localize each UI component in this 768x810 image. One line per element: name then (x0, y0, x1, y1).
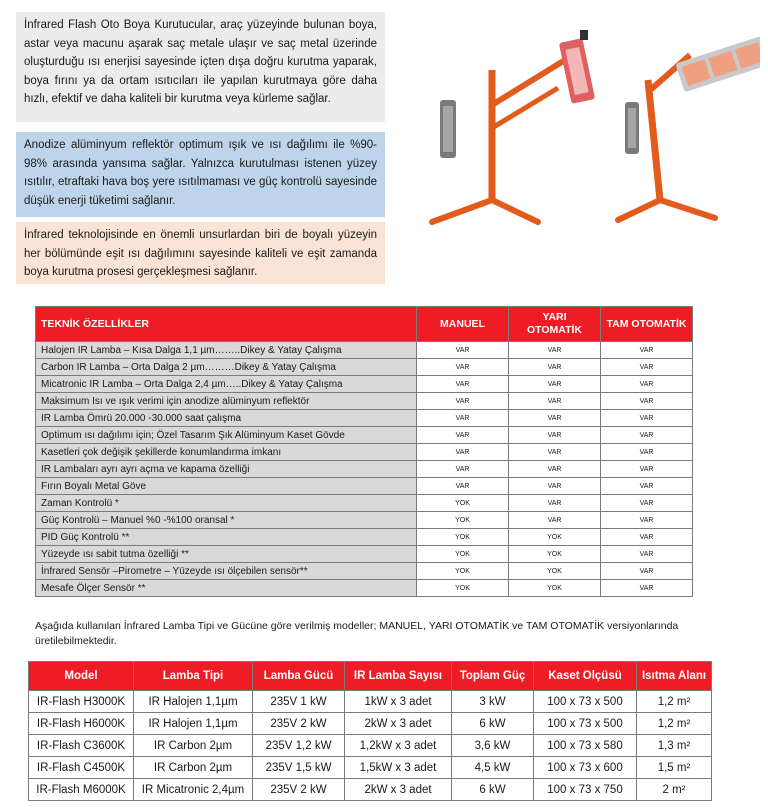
spec-row (36, 376, 693, 393)
spec-row (36, 546, 693, 563)
model-cell: 6 kW (452, 779, 534, 801)
spec-value-yari: VAR (509, 359, 601, 376)
spec-value-manuel: YOK (417, 529, 509, 546)
spec-value-manuel: VAR (417, 393, 509, 410)
model-cell: 100 x 73 x 750 (534, 779, 637, 801)
intro-paragraph-1: İnfrared Flash Oto Boya Kurutucular, araç yüzeyinde bulunan boya, astar veya macunu aşarak saç metale ulaşır ve saç metal üzerinde oluşturduğu ısı enerjisi sayesinde içten dışa doğru kurutma yaparak, boya fırını ya da ortam ısıtıcıları ile yapılan kurutmaya göre daha hızlı, efektif ve daha kaliteli bir kurutma veya kürleme sağlar. (16, 12, 385, 122)
spec-value-tam: VAR (601, 427, 693, 444)
model-cell: 3 kW (452, 691, 534, 713)
spec-row (36, 444, 693, 461)
model-cell: 100 x 73 x 500 (534, 691, 637, 713)
spec-value-tam: VAR (601, 410, 693, 427)
spec-feature-cell: Halojen IR Lamba – Kısa Dalga 1,1 µm……..Dikey & Yatay Çalışma (36, 342, 417, 359)
spec-row (36, 512, 693, 529)
model-cell: 3,6 kW (452, 735, 534, 757)
spec-value-tam: VAR (601, 495, 693, 512)
model-cell: IR-Flash C3600K (29, 735, 134, 757)
model-cell: 2 m² (637, 779, 712, 801)
model-cell: 6 kW (452, 713, 534, 735)
spec-row (36, 580, 693, 597)
model-cell: 4,5 kW (452, 757, 534, 779)
spec-feature-cell: Kasetleri çok değişik şekillerde konumlandırma imkanı (36, 444, 417, 461)
model-cell: IR Halojen 1,1µm (134, 713, 253, 735)
spec-row (36, 427, 693, 444)
spec-value-manuel: VAR (417, 410, 509, 427)
model-cell: 235V 1,5 kW (253, 757, 345, 779)
spec-value-tam: VAR (601, 376, 693, 393)
model-row (29, 713, 712, 735)
spec-row (36, 342, 693, 359)
spec-value-manuel: VAR (417, 461, 509, 478)
spec-value-tam: VAR (601, 342, 693, 359)
model-cell: 100 x 73 x 600 (534, 757, 637, 779)
spec-row (36, 495, 693, 512)
spec-row (36, 563, 693, 580)
spec-feature-cell: Güç Kontrolü – Manuel %0 -%100 oransal * (36, 512, 417, 529)
model-cell: IR Carbon 2µm (134, 757, 253, 779)
spec-value-yari: VAR (509, 410, 601, 427)
spec-header-row (36, 307, 693, 342)
spec-feature-cell: Fırın Boyalı Metal Göve (36, 478, 417, 495)
product-photos (420, 10, 760, 245)
spec-row (36, 461, 693, 478)
spec-value-yari: VAR (509, 444, 601, 461)
spec-value-yari: VAR (509, 393, 601, 410)
spec-value-tam: VAR (601, 580, 693, 597)
spec-value-manuel: YOK (417, 546, 509, 563)
spec-value-tam: VAR (601, 546, 693, 563)
model-row (29, 779, 712, 801)
models-header: Toplam Güç (452, 662, 534, 691)
model-row (29, 691, 712, 713)
spec-value-manuel: VAR (417, 478, 509, 495)
model-cell: 1,2 m² (637, 691, 712, 713)
spec-value-manuel: YOK (417, 512, 509, 529)
models-header: Kaset Olçüsü (534, 662, 637, 691)
models-header: Lamba Gücü (253, 662, 345, 691)
model-cell: IR Halojen 1,1µm (134, 691, 253, 713)
model-cell: 235V 1,2 kW (253, 735, 345, 757)
spec-value-manuel: YOK (417, 495, 509, 512)
model-row (29, 757, 712, 779)
technical-specs-table (35, 306, 693, 597)
spec-header-manuel: MANUEL (417, 307, 509, 342)
spec-row (36, 410, 693, 427)
spec-header-tam: TAM OTOMATİK (601, 307, 693, 342)
model-cell: 1,2kW x 3 adet (345, 735, 452, 757)
spec-value-yari: YOK (509, 563, 601, 580)
spec-value-tam: VAR (601, 359, 693, 376)
models-header-row (29, 662, 712, 691)
intro-paragraph-2: Anodize alüminyum reflektör optimum ışık ve ısı dağılımı ile %90-98% arasında yansıma sağlar. Yalnızca kurutulması istenen yüzey ısıtılır, etraftaki hava boş yere ısıtılmaması ve güç kontrolü sayesinde düşük enerji tüketimi sağlanır. (16, 132, 385, 217)
spec-value-yari: VAR (509, 512, 601, 529)
spec-value-tam: VAR (601, 529, 693, 546)
model-cell: IR-Flash M6000K (29, 779, 134, 801)
models-table (28, 661, 712, 801)
spec-value-manuel: YOK (417, 563, 509, 580)
model-cell: 1,2 m² (637, 713, 712, 735)
model-row (29, 735, 712, 757)
spec-value-yari: YOK (509, 546, 601, 563)
spec-header-yari: YARI OTOMATİK (509, 307, 601, 342)
spec-value-manuel: VAR (417, 359, 509, 376)
model-cell: 235V 2 kW (253, 779, 345, 801)
model-cell: 235V 2 kW (253, 713, 345, 735)
model-cell: 2kW x 3 adet (345, 713, 452, 735)
spec-value-manuel: VAR (417, 376, 509, 393)
model-cell: IR-Flash H3000K (29, 691, 134, 713)
spec-value-yari: VAR (509, 427, 601, 444)
spec-feature-cell: Micatronic IR Lamba – Orta Dalga 2,4 µm…..Dikey & Yatay Çalışma (36, 376, 417, 393)
model-cell: 100 x 73 x 580 (534, 735, 637, 757)
spec-value-tam: VAR (601, 393, 693, 410)
spec-row (36, 393, 693, 410)
model-cell: 1kW x 3 adet (345, 691, 452, 713)
spec-row (36, 478, 693, 495)
spec-value-manuel: YOK (417, 580, 509, 597)
spec-feature-cell: İnfrared Sensör –Pirometre – Yüzeyde ısı ölçebilen sensör** (36, 563, 417, 580)
spec-feature-cell: Yüzeyde ısı sabit tutma özelliği ** (36, 546, 417, 563)
spec-value-yari: YOK (509, 529, 601, 546)
spec-value-manuel: VAR (417, 342, 509, 359)
model-cell: 100 x 73 x 500 (534, 713, 637, 735)
spec-value-yari: VAR (509, 495, 601, 512)
spec-value-yari: YOK (509, 580, 601, 597)
model-cell: IR-Flash C4500K (29, 757, 134, 779)
spec-row (36, 359, 693, 376)
spec-value-manuel: VAR (417, 427, 509, 444)
models-header: Lamba Tipi (134, 662, 253, 691)
models-header: IR Lamba Sayısı (345, 662, 452, 691)
spec-value-yari: VAR (509, 478, 601, 495)
dryer-stand-photo-2 (618, 36, 760, 220)
spec-value-yari: VAR (509, 376, 601, 393)
spec-value-yari: VAR (509, 342, 601, 359)
model-cell: 1,5kW x 3 adet (345, 757, 452, 779)
model-cell: 1,5 m² (637, 757, 712, 779)
spec-value-tam: VAR (601, 478, 693, 495)
spec-feature-cell: PID Güç Kontrolü ** (36, 529, 417, 546)
spec-row (36, 529, 693, 546)
spec-feature-cell: IR Lamba Ömrü 20.000 -30.000 saat çalışma (36, 410, 417, 427)
models-header: Isıtma Alanı (637, 662, 712, 691)
spec-value-manuel: VAR (417, 444, 509, 461)
spec-feature-cell: Zaman Kontrolü * (36, 495, 417, 512)
models-header: Model (29, 662, 134, 691)
model-cell: 1,3 m² (637, 735, 712, 757)
spec-feature-cell: Maksimum Isı ve ışık verimi için anodize alüminyum reflektör (36, 393, 417, 410)
spec-value-tam: VAR (601, 444, 693, 461)
dryer-stand-photo-1 (432, 30, 595, 222)
intro-paragraph-3: İnfrared teknolojisinde en önemli unsurlardan biri de boyalı yüzeyin her bölümünde eşit ısı dağılımını sayesinde kaliteli ve eşit zamanda boya kurutma prosesi gerçekleşmesi sağlanır. (16, 222, 385, 284)
spec-feature-cell: Carbon IR Lamba – Orta Dalga 2 µm………Dikey & Yatay Çalışma (36, 359, 417, 376)
spec-feature-cell: Mesafe Ölçer Sensör ** (36, 580, 417, 597)
model-cell: 2kW x 3 adet (345, 779, 452, 801)
spec-value-tam: VAR (601, 563, 693, 580)
model-cell: IR Micatronic 2,4µm (134, 779, 253, 801)
spec-value-tam: VAR (601, 512, 693, 529)
model-cell: IR Carbon 2µm (134, 735, 253, 757)
spec-value-yari: VAR (509, 461, 601, 478)
models-note: Aşağıda kullanılan İnfrared Lamba Tipi ve Gücüne göre verilmiş modeller; MANUEL, YARI OTOMATİK ve TAM OTOMATİK versiyonlarında üretilebilmektedir. (35, 620, 679, 647)
spec-feature-cell: IR Lambaları ayrı ayrı açma ve kapama özelliği (36, 461, 417, 478)
spec-feature-cell: Optimum ısı dağılımı için; Özel Tasarım Şık Alüminyum Kaset Gövde (36, 427, 417, 444)
spec-header-feature: TEKNİK ÖZELLİKLER (36, 307, 417, 342)
spec-value-tam: VAR (601, 461, 693, 478)
model-cell: IR-Flash H6000K (29, 713, 134, 735)
model-cell: 235V 1 kW (253, 691, 345, 713)
